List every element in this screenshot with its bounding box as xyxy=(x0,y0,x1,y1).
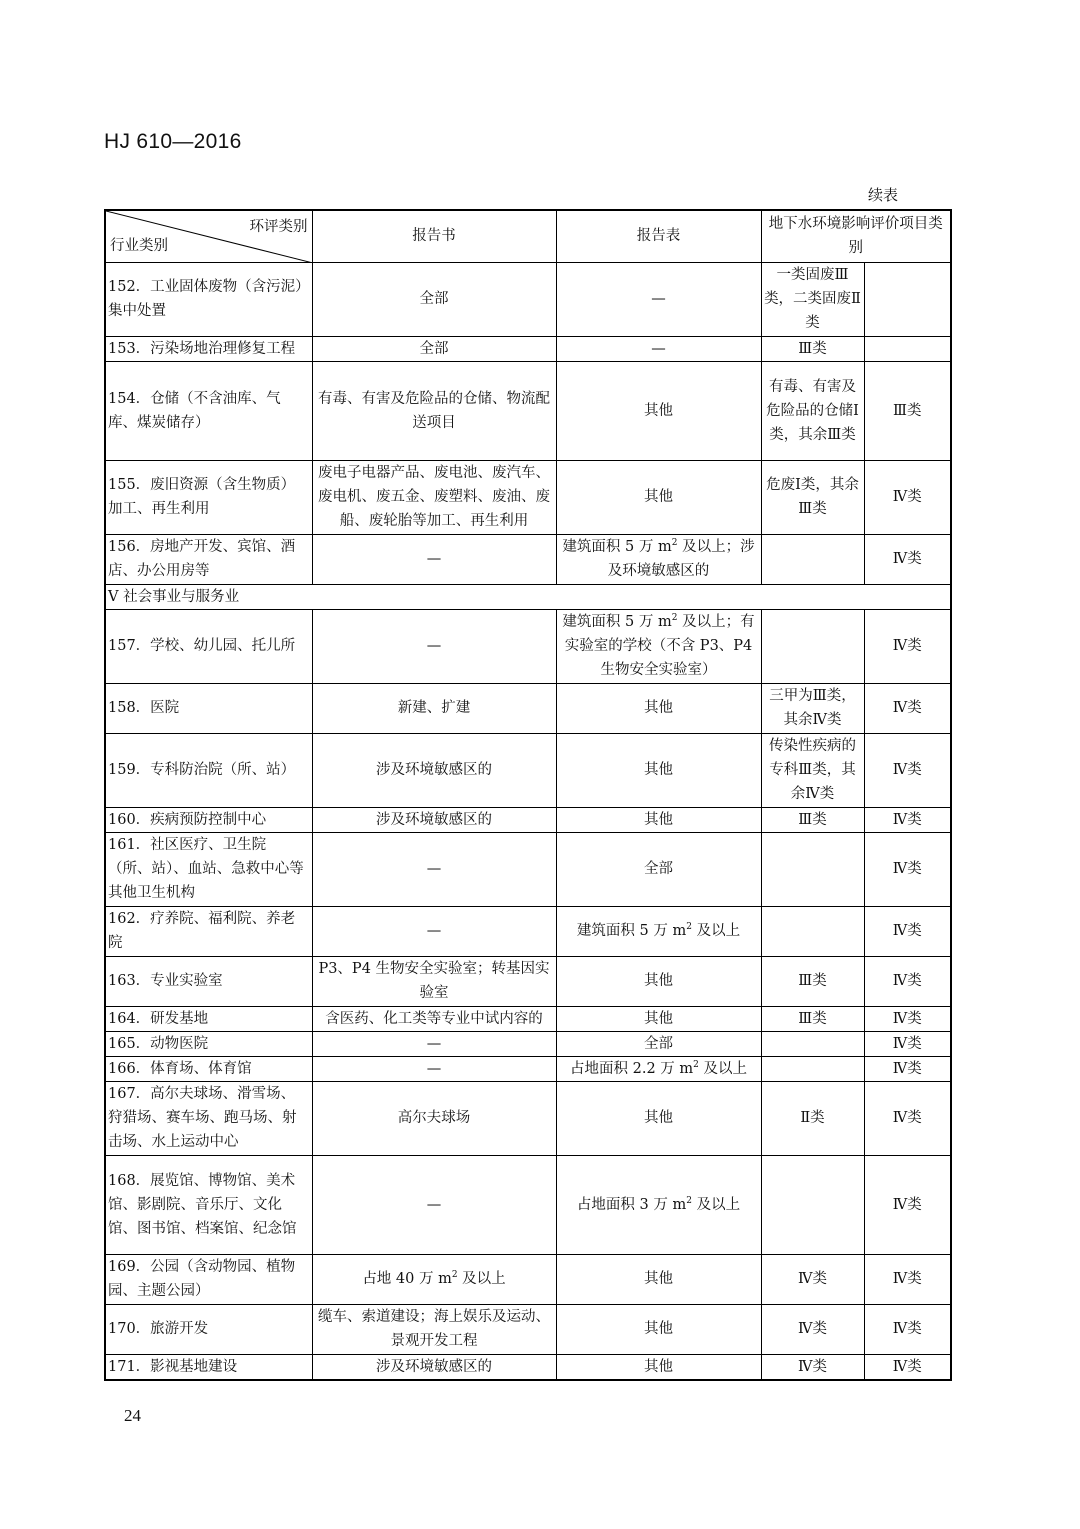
table-row xyxy=(105,1155,951,1254)
industry-cell: 165．动物医院 xyxy=(105,1031,312,1056)
table-row xyxy=(105,1354,951,1380)
table-row xyxy=(105,1304,951,1354)
category-cell-2: Ⅳ类 xyxy=(864,1354,951,1380)
category-cell-2: Ⅳ类 xyxy=(864,1254,951,1304)
industry-cell: 166．体育场、体育馆 xyxy=(105,1056,312,1081)
category-cell: Ⅲ类 xyxy=(761,336,864,361)
report-form-cell: — xyxy=(556,336,761,361)
table-row xyxy=(105,1056,951,1081)
industry-cell: 156．房地产开发、宾馆、酒店、办公用房等 xyxy=(105,534,312,584)
category-cell: Ⅳ类 xyxy=(761,1254,864,1304)
industry-cell: 171．影视基地建设 xyxy=(105,1354,312,1380)
table-row xyxy=(105,262,951,336)
category-cell: Ⅳ类 xyxy=(761,1304,864,1354)
category-cell-2: Ⅳ类 xyxy=(864,906,951,956)
category-cell-2: Ⅳ类 xyxy=(864,460,951,534)
report-book-cell: 高尔夫球场 xyxy=(312,1081,556,1155)
table-row xyxy=(105,1254,951,1304)
document-code: HJ 610—2016 xyxy=(104,130,242,153)
category-cell-2 xyxy=(864,262,951,336)
category-cell-2: Ⅳ类 xyxy=(864,1006,951,1031)
category-cell xyxy=(761,1031,864,1056)
category-cell-2: Ⅳ类 xyxy=(864,534,951,584)
report-book-cell: — xyxy=(312,832,556,906)
report-form-cell: 其他 xyxy=(556,683,761,733)
section-row xyxy=(105,584,951,609)
report-form-cell: 建筑面积 5 万 $m^2$ 及以上；涉及环境敏感区的 xyxy=(556,534,761,584)
category-cell: Ⅲ类 xyxy=(761,956,864,1006)
report-form-cell: 全部 xyxy=(556,832,761,906)
report-book-cell: — xyxy=(312,534,556,584)
page-number: 24 xyxy=(124,1406,141,1425)
category-cell-2: Ⅳ类 xyxy=(864,1031,951,1056)
category-cell: Ⅳ类 xyxy=(761,1354,864,1380)
report-book-cell: 含医药、化工类等专业中试内容的 xyxy=(312,1006,556,1031)
report-form-cell: — xyxy=(556,262,761,336)
industry-cell: 159．专科防治院（所、站） xyxy=(105,733,312,807)
header-industry-category: 行业类别 xyxy=(110,237,168,254)
report-form-cell: 全部 xyxy=(556,1031,761,1056)
table-row xyxy=(105,460,951,534)
report-form-cell: 其他 xyxy=(556,1254,761,1304)
category-cell-2: Ⅲ类 xyxy=(864,361,951,460)
category-cell-2: Ⅳ类 xyxy=(864,733,951,807)
table-row xyxy=(105,1031,951,1056)
report-form-cell: 占地面积 2.2 万 $m^2$ 及以上 xyxy=(556,1056,761,1081)
report-book-cell: 占地 40 万 $m^2$ 及以上 xyxy=(312,1254,556,1304)
category-cell xyxy=(761,534,864,584)
table-row xyxy=(105,1006,951,1031)
category-cell: Ⅱ类 xyxy=(761,1081,864,1155)
industry-cell: 160．疾病预防控制中心 xyxy=(105,807,312,832)
header-report-book: 报告书 xyxy=(312,210,556,262)
header-groundwater-category: 地下水环境影响评价项目类别 xyxy=(761,210,951,262)
industry-cell: 153．污染场地治理修复工程 xyxy=(105,336,312,361)
category-cell-2: Ⅳ类 xyxy=(864,1081,951,1155)
header-diagonal-cell xyxy=(105,210,312,262)
category-cell-2: Ⅳ类 xyxy=(864,683,951,733)
category-cell-2: Ⅳ类 xyxy=(864,956,951,1006)
report-book-cell: P3、P4 生物安全实验室；转基因实验室 xyxy=(312,956,556,1006)
table-row xyxy=(105,733,951,807)
table-row xyxy=(105,609,951,683)
category-cell: 一类固废Ⅲ类，二类固废Ⅱ类 xyxy=(761,262,864,336)
category-cell xyxy=(761,609,864,683)
industry-cell: 167．高尔夫球场、滑雪场、狩猎场、赛车场、跑马场、射击场、水上运动中心 xyxy=(105,1081,312,1155)
report-form-cell: 其他 xyxy=(556,1304,761,1354)
report-book-cell: 缆车、索道建设；海上娱乐及运动、景观开发工程 xyxy=(312,1304,556,1354)
report-form-cell: 建筑面积 5 万 $m^2$ 及以上；有实验室的学校（不含 P3、P4 生物安全实验室） xyxy=(556,609,761,683)
industry-cell: 154．仓储（不含油库、气库、煤炭储存） xyxy=(105,361,312,460)
report-form-cell: 占地面积 3 万 $m^2$ 及以上 xyxy=(556,1155,761,1254)
industry-cell: 170．旅游开发 xyxy=(105,1304,312,1354)
category-cell xyxy=(761,906,864,956)
report-form-cell: 其他 xyxy=(556,733,761,807)
category-cell: 有毒、有害及危险品的仓储Ⅰ类，其余Ⅲ类 xyxy=(761,361,864,460)
category-cell-2: Ⅳ类 xyxy=(864,807,951,832)
report-book-cell: — xyxy=(312,1155,556,1254)
industry-cell: 155．废旧资源（含生物质）加工、再生利用 xyxy=(105,460,312,534)
industry-cell: 152．工业固体废物（含污泥）集中处置 xyxy=(105,262,312,336)
report-form-cell: 其他 xyxy=(556,1354,761,1380)
report-book-cell: — xyxy=(312,1031,556,1056)
category-cell xyxy=(761,1155,864,1254)
report-book-cell: 废电子电器产品、废电池、废汽车、废电机、废五金、废塑料、废油、废船、废轮胎等加工、再生利用 xyxy=(312,460,556,534)
report-book-cell: 涉及环境敏感区的 xyxy=(312,1354,556,1380)
category-cell xyxy=(761,1056,864,1081)
table-row xyxy=(105,832,951,906)
industry-cell: 164．研发基地 xyxy=(105,1006,312,1031)
header-env-category: 环评类别 xyxy=(249,219,308,235)
report-form-cell: 其他 xyxy=(556,460,761,534)
table-row xyxy=(105,807,951,832)
industry-cell: 157．学校、幼儿园、托儿所 xyxy=(105,609,312,683)
table-row xyxy=(105,906,951,956)
header-report-form: 报告表 xyxy=(556,210,761,262)
table-row xyxy=(105,361,951,460)
industry-cell: 158．医院 xyxy=(105,683,312,733)
continued-label: 续表 xyxy=(868,186,899,204)
report-form-cell: 建筑面积 5 万 $m^2$ 及以上 xyxy=(556,906,761,956)
category-cell: 传染性疾病的专科Ⅲ类，其余Ⅳ类 xyxy=(761,733,864,807)
report-book-cell: 涉及环境敏感区的 xyxy=(312,807,556,832)
table-row xyxy=(105,1081,951,1155)
industry-cell: 168．展览馆、博物馆、美术馆、影剧院、音乐厅、文化馆、图书馆、档案馆、纪念馆 xyxy=(105,1155,312,1254)
category-cell-2: Ⅳ类 xyxy=(864,1304,951,1354)
category-cell: Ⅲ类 xyxy=(761,807,864,832)
report-book-cell: — xyxy=(312,609,556,683)
category-cell-2: Ⅳ类 xyxy=(864,832,951,906)
industry-cell: 162．疗养院、福利院、养老院 xyxy=(105,906,312,956)
industry-cell: 169．公园（含动物园、植物园、主题公园） xyxy=(105,1254,312,1304)
category-cell-2 xyxy=(864,336,951,361)
report-book-cell: 全部 xyxy=(312,262,556,336)
table-row xyxy=(105,534,951,584)
category-cell xyxy=(761,832,864,906)
report-form-cell: 其他 xyxy=(556,1006,761,1031)
report-form-cell: 其他 xyxy=(556,361,761,460)
report-book-cell: 有毒、有害及危险品的仓储、物流配送项目 xyxy=(312,361,556,460)
category-cell: 危废Ⅰ类，其余Ⅲ类 xyxy=(761,460,864,534)
category-cell-2: Ⅳ类 xyxy=(864,1056,951,1081)
category-cell-2: Ⅳ类 xyxy=(864,609,951,683)
report-form-cell: 其他 xyxy=(556,1081,761,1155)
table-row xyxy=(105,956,951,1006)
section-title: Ⅴ 社会事业与服务业 xyxy=(105,584,951,609)
report-book-cell: — xyxy=(312,906,556,956)
industry-cell: 163．专业实验室 xyxy=(105,956,312,1006)
report-book-cell: 全部 xyxy=(312,336,556,361)
category-cell: 三甲为Ⅲ类，其余Ⅳ类 xyxy=(761,683,864,733)
report-book-cell: 涉及环境敏感区的 xyxy=(312,733,556,807)
table-header-row xyxy=(105,210,951,262)
table-row xyxy=(105,683,951,733)
report-book-cell: — xyxy=(312,1056,556,1081)
report-form-cell: 其他 xyxy=(556,956,761,1006)
classification-table xyxy=(104,209,952,1381)
report-book-cell: 新建、扩建 xyxy=(312,683,556,733)
category-cell: Ⅲ类 xyxy=(761,1006,864,1031)
category-cell-2: Ⅳ类 xyxy=(864,1155,951,1254)
report-form-cell: 其他 xyxy=(556,807,761,832)
industry-cell: 161．社区医疗、卫生院（所、站）、血站、急救中心等其他卫生机构 xyxy=(105,832,312,906)
table-row xyxy=(105,336,951,361)
